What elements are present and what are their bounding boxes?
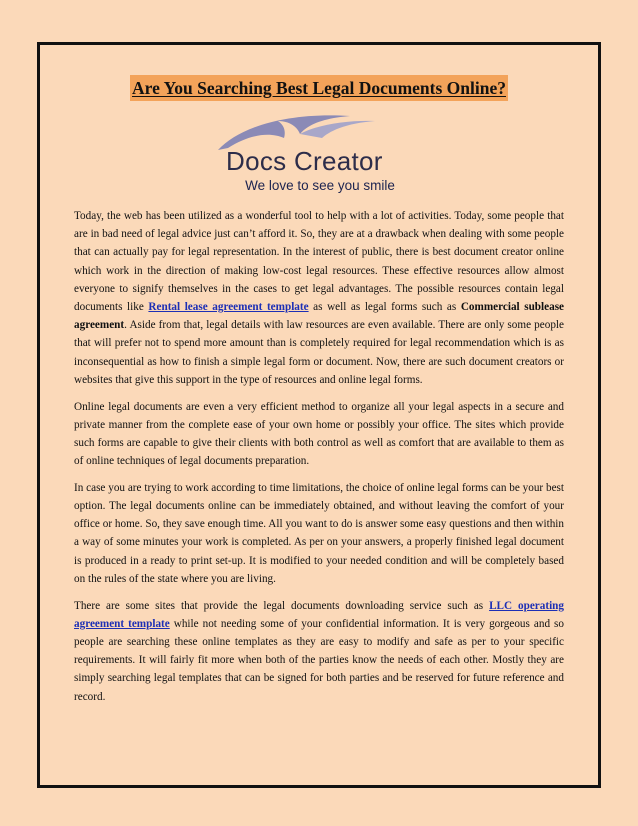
commercial-sublease-term: Commercial sublease agreement: [74, 301, 565, 332]
paragraph-3: In case you are trying to work according to time limitations, the choice of online legal forms can be your best option. The legal documents online can be immediately obtained, and without leaving the comfort of your office or home. So, they save enough time. All you want to do is answer some easy questions and then within a way of some minutes your work is completed. As per on your answers, a properly finished legal document is produced in a ready to print set-up. It is modified to your needed condition and will be completely based on the rules of the state where you are living.: [74, 481, 564, 585]
paragraph-1-text-3: . Aside from that, legal details with law resources are even available. There are only some people that will prefer not to spend more amount than is completely required for legal recommendation which is as inconsequential as how to finish a simple legal form or document. Now, there are such document creators or websites that give this support in the type of resources and online legal forms.: [74, 319, 564, 386]
article-body: [74, 207, 564, 714]
logo-tagline: We love to see you smile: [245, 178, 395, 193]
llc-operating-agreement-link[interactable]: LLC operating agreement template: [74, 599, 565, 630]
page-title: Are You Searching Best Legal Documents Online?: [130, 75, 508, 101]
logo-name: Docs Creator: [226, 146, 383, 176]
paragraph-4-text-2: while not needing some of your confidential information. It is very gorgeous and so people are searching these online templates as they are easy to modify and safe as per to your specific requirements. It will fairly fit more when both of the parties know the needs of each other. Mostly they are simply searching legal templates that can be signed for both parties and be reserved for future reference and record.: [74, 617, 564, 703]
paragraph-2: Online legal documents are even a very efficient method to organize all your legal aspects in a secure and private manner from the complete ease of your own home or possibly your office. The sites which provide such forms are capable to give their clients with both control as well as comfort that are available to them as of online techniques of legal documents preparation.: [74, 400, 564, 468]
rental-lease-agreement-link[interactable]: Rental lease agreement template: [148, 301, 309, 314]
paragraph-1-text-2: as well as legal forms such as: [308, 301, 461, 314]
paragraph-4-text-1: There are some sites that provide the legal documents downloading service such as: [74, 599, 490, 612]
docs-creator-logo: [200, 112, 440, 198]
title-container: [0, 75, 638, 101]
paragraph-1: [74, 207, 564, 389]
paragraph-1-text-1: Today, the web has been utilized as a wonderful tool to help with a lot of activities. Today, some people that are in bad need of legal advice just can’t afford it. So, they are at a drawback when dealing with some people that can actually pay for legal representation. In the interest of public, there is best document creator online which work in the direction of making low-cost legal resources. These effective resources allow almost everyone to signify themselves in the cases to get legal advantages. The possible resources contain legal documents like: [74, 210, 564, 314]
paragraph-4: [74, 597, 564, 706]
